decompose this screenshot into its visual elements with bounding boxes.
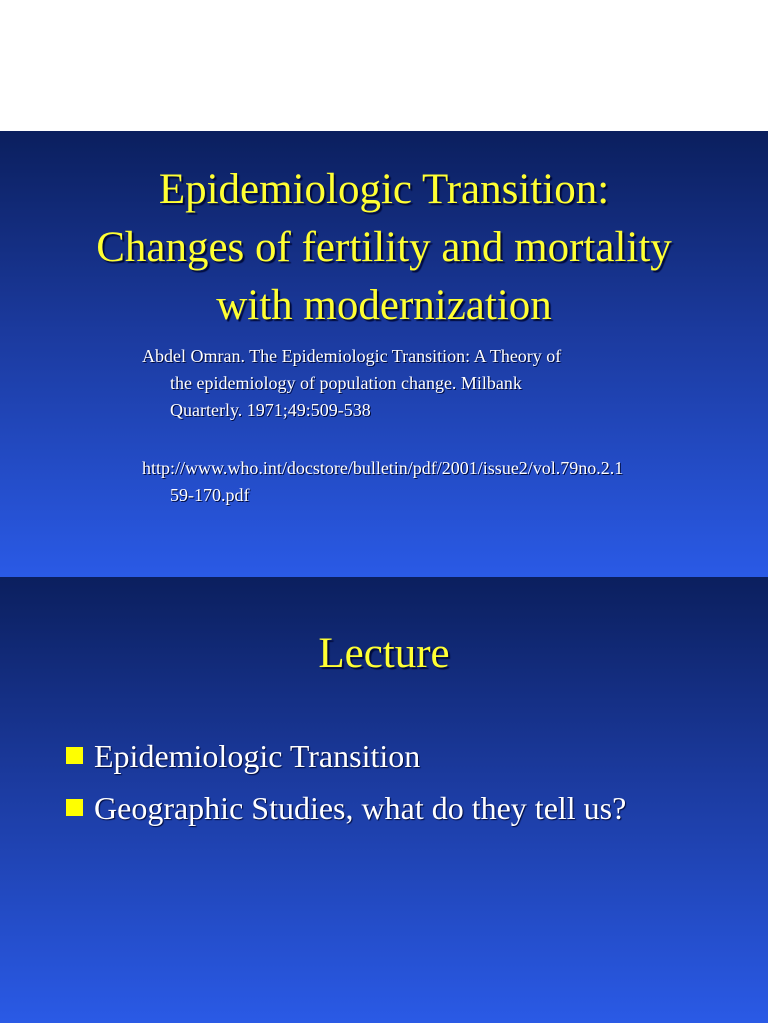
bullet-text: Epidemiologic Transition: [94, 738, 421, 774]
reference-link[interactable]: [142, 455, 682, 509]
title-line: Changes of fertility and mortality: [96, 224, 672, 271]
citation-line: Quarterly. 1971;49:509-538: [170, 400, 371, 420]
slide-title: [0, 161, 768, 335]
square-bullet-icon: [66, 799, 83, 816]
link-line[interactable]: 59-170.pdf: [170, 485, 250, 505]
slide-1: [0, 131, 768, 577]
slide-2: [0, 577, 768, 1023]
link-line[interactable]: http://www.who.int/docstore/bulletin/pdf/2001/issue2/vol.79no.2.1: [142, 458, 624, 478]
reference-citation: [142, 343, 682, 424]
citation-line: Abdel Omran. The Epidemiologic Transition: A Theory of: [142, 346, 562, 366]
bullet-text: Geographic Studies, what do they tell us?: [94, 790, 627, 826]
square-bullet-icon: [66, 747, 83, 764]
slide-title: Lecture: [318, 630, 450, 677]
citation-line: the epidemiology of population change. Milbank: [170, 373, 522, 393]
title-line: with modernization: [216, 282, 552, 329]
title-line: Epidemiologic Transition:: [158, 166, 610, 213]
